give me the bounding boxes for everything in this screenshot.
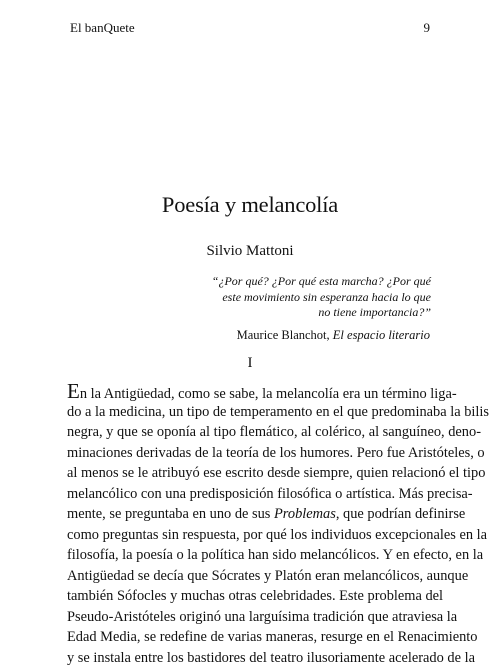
paragraph-line: negra, y que se oponía al tipo flemático, al colérico, al sanguíneo, deno- — [67, 422, 433, 443]
epigraph-attribution — [130, 328, 430, 343]
paragraph-line: y se instala entre los bastidores del teatro ilusoriamente acelerado de la — [67, 648, 433, 668]
article-author: Silvio Mattoni — [0, 243, 500, 260]
line-text: mente, se preguntaba en uno de sus — [67, 506, 274, 522]
running-head — [70, 20, 430, 40]
work-title: Problemas — [274, 506, 336, 522]
article-title: Poesía y melancolía — [0, 192, 500, 218]
section-number: I — [0, 355, 500, 372]
paragraph-line: minaciones derivadas de la teoría de los humores. Pero fue Aristóteles, o — [67, 443, 433, 464]
epigraph-line: este movimiento sin esperanza hacia lo que — [191, 290, 431, 306]
paragraph-line — [67, 504, 433, 525]
epigraph-line: no tiene importancia?” — [191, 305, 431, 321]
paragraph-line — [67, 381, 433, 402]
drop-cap-initial: E — [67, 379, 80, 403]
epigraph-quote — [191, 274, 431, 321]
page-number: 9 — [424, 20, 431, 36]
line-text: , que podrían definirse — [336, 506, 465, 522]
paragraph-line: como preguntas sin respuesta, por qué los individuos excepcionales en la — [67, 525, 433, 546]
paragraph-line: melancólico con una predisposición filosófica o artística. Más precisa- — [67, 484, 433, 505]
line-text: n la Antigüedad, como se sabe, la melancolía era un término liga- — [80, 386, 457, 402]
running-title: El banQuete — [70, 20, 135, 36]
paragraph-line: filosofía, la poesía o la política han sido melancólicos. Y en efecto, en la — [67, 545, 433, 566]
attribution-author: Maurice Blanchot, — [237, 328, 333, 342]
epigraph-line: “¿Por qué? ¿Por qué esta marcha? ¿Por qué — [191, 274, 431, 290]
paragraph-line: Pseudo-Aristóteles originó una larguísima tradición que atraviesa la — [67, 607, 433, 628]
paragraph-line: do a la medicina, un tipo de temperamento en el que predominaba la bilis — [67, 402, 433, 423]
paragraph-line: también Sófocles y muchas otras celebridades. Este problema del — [67, 586, 433, 607]
paragraph-line: Edad Media, se redefine de varias maneras, resurge en el Renacimiento — [67, 627, 433, 648]
paragraph-line: Antigüedad se decía que Sócrates y Platón eran melancólicos, aunque — [67, 566, 433, 587]
body-paragraph — [67, 381, 433, 668]
paragraph-line: al menos se le atribuyó ese escrito desde siempre, quien relacionó el tipo — [67, 463, 433, 484]
attribution-work: El espacio literario — [333, 328, 430, 342]
